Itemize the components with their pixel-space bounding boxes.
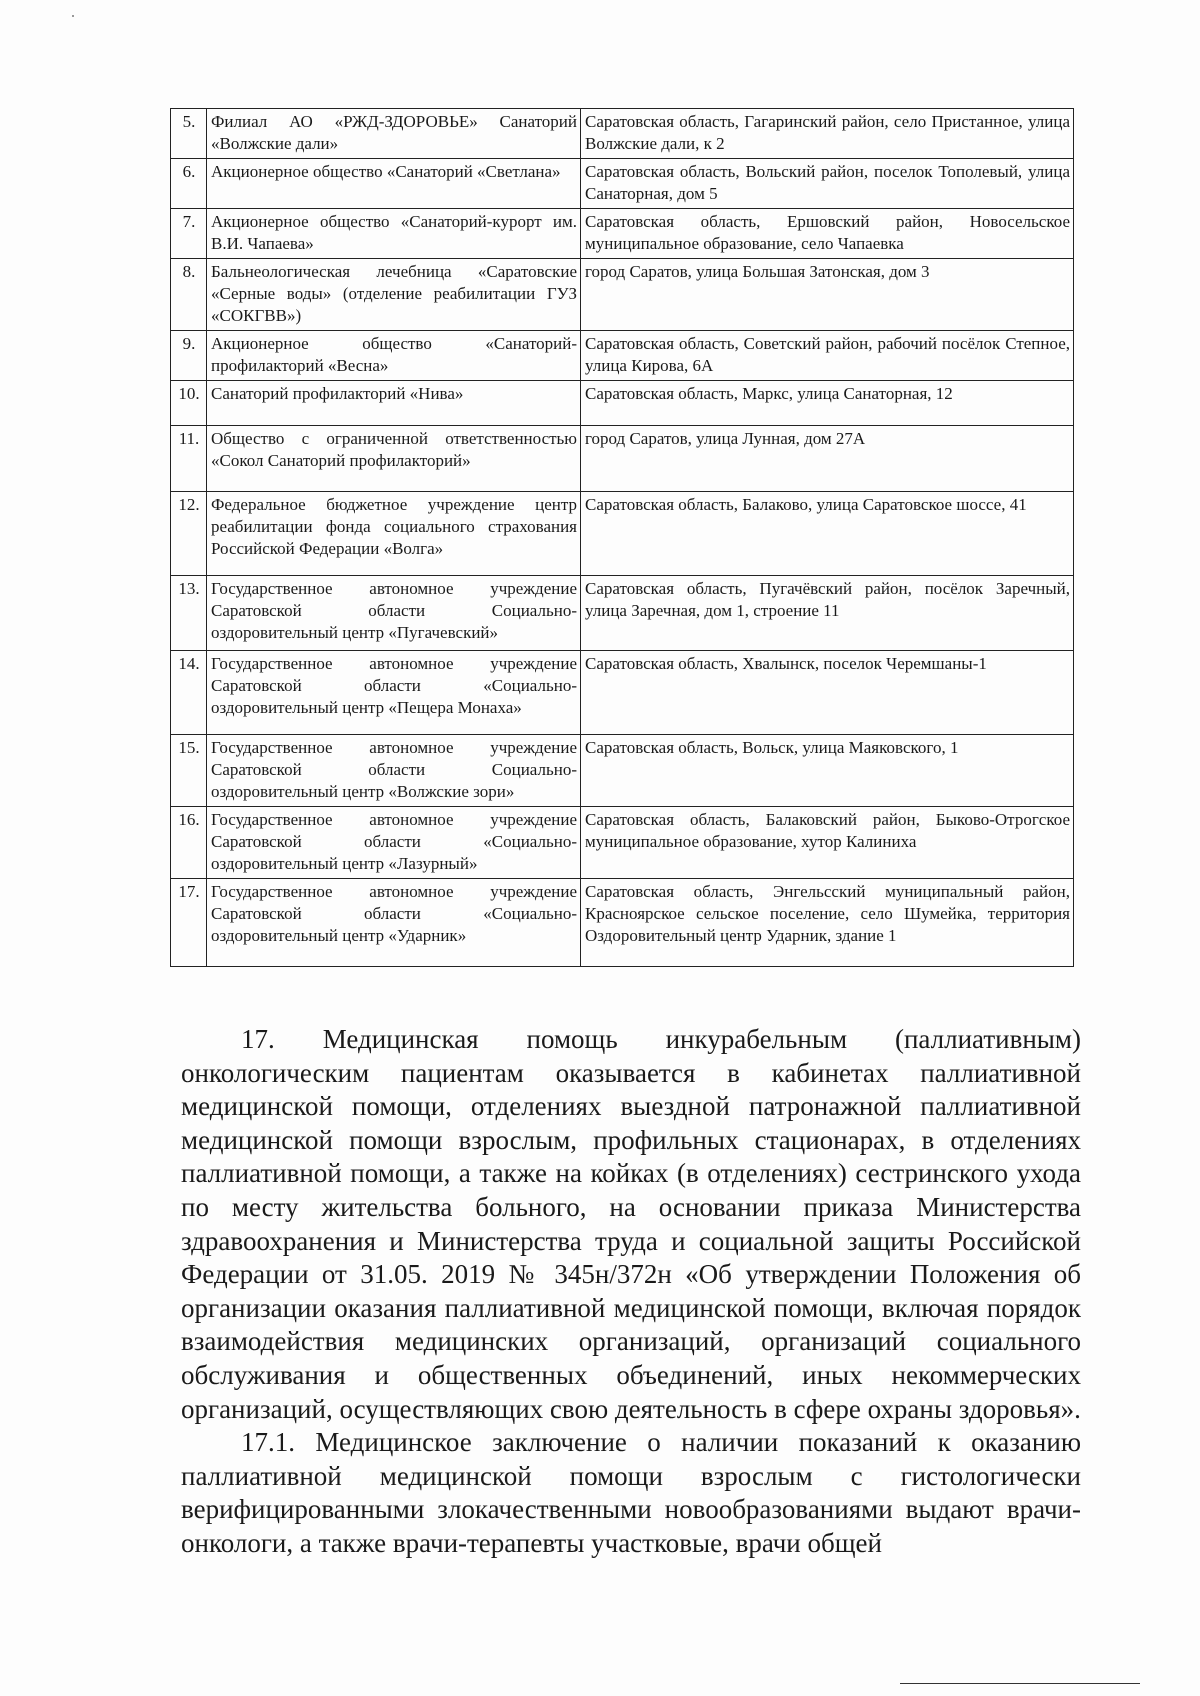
organization-address: город Саратов, улица Большая Затонская, дом 3 — [581, 259, 1074, 331]
organization-name: Общество с ограниченной ответственностью «Сокол Санаторий профилакторий» — [207, 426, 581, 492]
organization-name: Государственное автономное учреждение Саратовской области Социально-оздоровительный центр «Волжские зори» — [207, 735, 581, 807]
organization-name: Филиал АО «РЖД-ЗДОРОВЬЕ» Санаторий «Волжские дали» — [207, 109, 581, 159]
table-row — [171, 159, 1074, 209]
organization-name: Федеральное бюджетное учреждение центр реабилитации фонда социального страхования Российской Федерации «Волга» — [207, 492, 581, 576]
organization-address: Саратовская область, Энгельсский муниципальный район, Красноярское сельское поселение, село Шумейка, территория Оздоровительный центр Ударник, здание 1 — [581, 879, 1074, 967]
table-row — [171, 331, 1074, 381]
organization-address: Саратовская область, Балаковский район, Быково-Отрогское муниципальное образование, хутор Калиниха — [581, 807, 1074, 879]
organization-name: Государственное автономное учреждение Саратовской области «Социально-оздоровительный центр «Пещера Монаха» — [207, 651, 581, 735]
organization-address: Саратовская область, Вольск, улица Маяковского, 1 — [581, 735, 1074, 807]
body-text — [181, 1023, 1081, 1561]
organization-name: Бальнеологическая лечебница «Саратовские «Серные воды» (отделение реабилитации ГУЗ «СОКГВВ») — [207, 259, 581, 331]
organization-name: Санаторий профилакторий «Нива» — [207, 381, 581, 426]
row-number: 11. — [171, 426, 207, 492]
paragraph-17: 17. Медицинская помощь инкурабельным (паллиативным) онкологическим пациентам оказывается в кабинетах паллиативной медицинской помощи, отделениях выездной патронажной паллиативной медицинской помощи взрослым, профильных стационарах, в отделениях паллиативной помощи, а также на койках (в отделениях) сестринского ухода по месту жительства больного, на основании приказа Министерства здравоохранения и Министерства труда и социальной защиты Российской Федерации от 31.05. 2019 № 345н/372н «Об утверждении Положения об организации оказания паллиативной медицинской помощи, включая порядок взаимодействия медицинских организаций, организаций социального обслуживания и общественных объединений, иных некоммерческих организаций, осуществляющих свою деятельность в сфере охраны здоровья». — [181, 1024, 1081, 1424]
organization-name: Государственное автономное учреждение Саратовской области Социально-оздоровительный центр «Пугачевский» — [207, 576, 581, 651]
paragraph-17-1: 17.1. Медицинское заключение о наличии показаний к оказанию паллиативной медицинской помощи взрослым с гистологически верифицированными злокачественными новообразованиями выдают врачи-онкологи, а также врачи-терапевты участковые, врачи общей — [181, 1427, 1081, 1558]
organization-address: Саратовская область, Вольский район, поселок Тополевый, улица Санаторная, дом 5 — [581, 159, 1074, 209]
row-number: 13. — [171, 576, 207, 651]
organization-address: Саратовская область, Советский район, рабочий посёлок Степное, улица Кирова, 6А — [581, 331, 1074, 381]
row-number: 17. — [171, 879, 207, 967]
organization-address: Саратовская область, Ершовский район, Новосельское муниципальное образование, село Чапаевка — [581, 209, 1074, 259]
organization-address: Саратовская область, Хвалынск, поселок Черемшаны-1 — [581, 651, 1074, 735]
organization-address: Саратовская область, Гагаринский район, село Пристанное, улица Волжские дали, к 2 — [581, 109, 1074, 159]
table-row — [171, 735, 1074, 807]
row-number: 8. — [171, 259, 207, 331]
table-row — [171, 807, 1074, 879]
organization-name: Акционерное общество «Санаторий «Светлана» — [207, 159, 581, 209]
table-row — [171, 381, 1074, 426]
table-row — [171, 492, 1074, 576]
table-row — [171, 109, 1074, 159]
row-number: 14. — [171, 651, 207, 735]
row-number: 9. — [171, 331, 207, 381]
table-row — [171, 426, 1074, 492]
organization-name: Государственное автономное учреждение Саратовской области «Социально-оздоровительный центр «Лазурный» — [207, 807, 581, 879]
organization-address: город Саратов, улица Лунная, дом 27А — [581, 426, 1074, 492]
organization-name: Государственное автономное учреждение Саратовской области «Социально-оздоровительный центр «Ударник» — [207, 879, 581, 967]
organization-name: Акционерное общество «Санаторий-курорт им. В.И. Чапаева» — [207, 209, 581, 259]
organization-address: Саратовская область, Маркс, улица Санаторная, 12 — [581, 381, 1074, 426]
organization-name: Акционерное общество «Санаторий-профилакторий «Весна» — [207, 331, 581, 381]
row-number: 5. — [171, 109, 207, 159]
table-row — [171, 209, 1074, 259]
organization-address: Саратовская область, Пугачёвский район, посёлок Заречный, улица Заречная, дом 1, строение 11 — [581, 576, 1074, 651]
scan-mark — [72, 15, 74, 17]
row-number: 12. — [171, 492, 207, 576]
row-number: 10. — [171, 381, 207, 426]
table-row — [171, 259, 1074, 331]
table-row — [171, 879, 1074, 967]
table-row — [171, 576, 1074, 651]
row-number: 7. — [171, 209, 207, 259]
row-number: 15. — [171, 735, 207, 807]
sanatorium-table — [170, 108, 1074, 967]
table-row — [171, 651, 1074, 735]
organization-address: Саратовская область, Балаково, улица Саратовское шоссе, 41 — [581, 492, 1074, 576]
footer-line — [900, 1683, 1140, 1684]
row-number: 16. — [171, 807, 207, 879]
row-number: 6. — [171, 159, 207, 209]
